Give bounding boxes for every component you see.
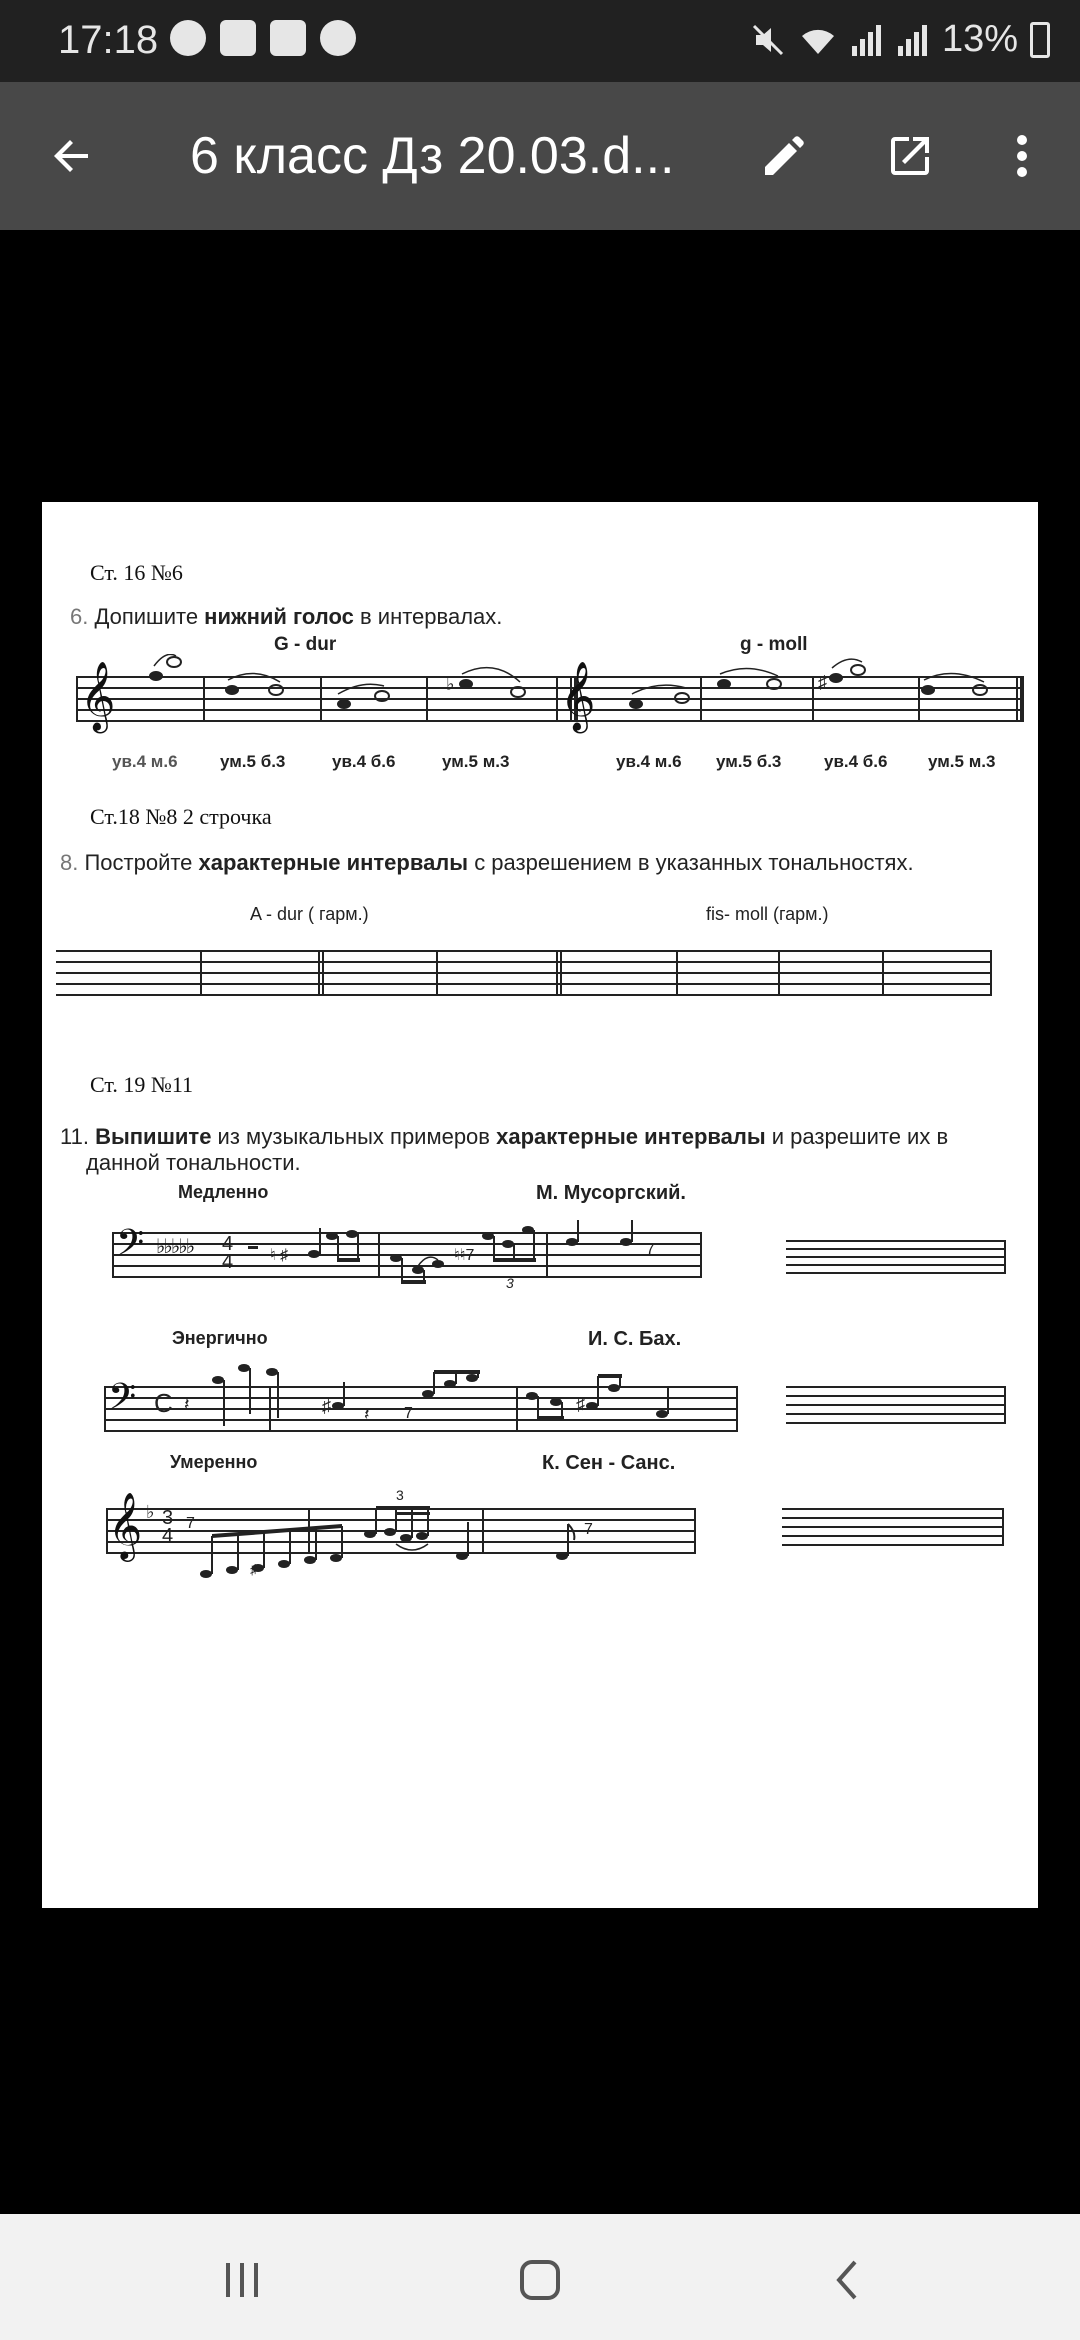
svg-text:3: 3	[396, 1487, 404, 1503]
back-nav-button[interactable]	[816, 2250, 876, 2310]
interval-label-3: ув.4 б.6	[332, 752, 396, 771]
key-fis-moll: fis- moll (гарм.)	[706, 904, 829, 924]
svg-text:3: 3	[162, 1507, 174, 1529]
music-staff-example-2	[104, 1377, 738, 1432]
interval-label-7: ув.4 б.6	[824, 752, 888, 771]
answer-staff-1	[786, 1240, 1006, 1276]
home-button[interactable]	[510, 2250, 570, 2310]
tempo-example-2: Энергично	[172, 1328, 268, 1348]
key-signature-flats: ♭♭♭♭♭	[156, 1236, 194, 1258]
system-icons	[750, 18, 1050, 61]
notification-icons	[170, 20, 356, 56]
recents-icon	[226, 2263, 230, 2297]
document-page	[42, 502, 1038, 1908]
status-bar	[0, 0, 1080, 82]
treble-clef-icon-2: 𝄞	[560, 663, 596, 729]
music-staff-example-3	[106, 1487, 696, 1577]
interval-label-2: ум.5 б.3	[220, 752, 286, 771]
svg-text:4: 4	[162, 1525, 174, 1547]
interval-label-6: ум.5 б.3	[716, 752, 782, 771]
svg-text:4: 4	[222, 1233, 234, 1255]
svg-text:♯: ♯	[576, 1394, 585, 1414]
section-ref-3: Ст. 19 №11	[90, 1072, 194, 1097]
svg-text:3: 3	[506, 1275, 514, 1291]
home-icon	[520, 2260, 560, 2300]
svg-text:♮ ♯: ♮ ♯	[270, 1247, 289, 1264]
empty-staff-section-8	[56, 950, 992, 998]
more-options-button[interactable]	[986, 120, 1058, 192]
mute-icon	[750, 22, 786, 58]
task-6-text: 6. Допишите нижний голос в интервалах.	[70, 604, 503, 629]
svg-text:C: C	[154, 1388, 173, 1418]
svg-text:𝄽: 𝄽	[364, 1404, 370, 1424]
treble-clef-icon-3: 𝄞	[108, 1493, 143, 1558]
edit-button[interactable]	[748, 120, 820, 192]
bass-clef-icon: 𝄢	[116, 1223, 145, 1272]
svg-text:♭: ♭	[146, 1502, 155, 1522]
interval-label-1: ув.4 м.6	[112, 752, 178, 771]
composer-example-2: И. С. Бах.	[588, 1328, 682, 1350]
arrow-back-icon	[48, 132, 96, 180]
svg-text:7: 7	[584, 1521, 593, 1538]
task-11-text-line2: данной тональности.	[86, 1150, 301, 1175]
battery-icon	[1030, 22, 1050, 58]
music-notification-icon	[170, 20, 206, 56]
answer-staff-3	[782, 1508, 1004, 1548]
status-time: 17:18	[58, 18, 159, 62]
music-staff-g-dur	[76, 663, 576, 729]
key-a-dur: A - dur ( гарм.)	[250, 904, 369, 924]
svg-text:7: 7	[186, 1515, 195, 1532]
composer-example-1: М. Мусоргский.	[536, 1182, 686, 1204]
battery-percent: 13%	[941, 18, 1018, 60]
task-11-text: 11. Выпишите из музыкальных примеров характерные интервалы и разрешите их в	[60, 1124, 949, 1149]
open-external-button[interactable]	[874, 120, 946, 192]
gallery-notification-icon	[270, 20, 306, 56]
svg-text:7: 7	[404, 1405, 413, 1422]
recents-icon-bar-2	[254, 2263, 258, 2297]
document-title: 6 класс Дз 20.03.d...	[190, 127, 675, 185]
tempo-example-1: Медленно	[178, 1182, 269, 1202]
app-bar	[0, 82, 1080, 230]
composer-example-3: К. Сен - Санс.	[542, 1452, 676, 1474]
svg-text:♯: ♯	[250, 1561, 257, 1577]
music-staff-g-moll	[556, 663, 1022, 729]
recents-icon-bar	[240, 2263, 244, 2297]
svg-text:♮♮7: ♮♮7	[454, 1247, 475, 1264]
open-in-new-icon	[885, 131, 935, 181]
task-8-text: 8. Постройте характерные интервалы с разрешением в указанных тональностях.	[60, 850, 914, 875]
key-g-moll: g - moll	[740, 634, 808, 655]
notes-g-dur	[116, 654, 576, 724]
treble-clef-icon: 𝄞	[80, 663, 116, 729]
section-ref-2: Ст.18 №8 2 строчка	[90, 804, 272, 829]
key-g-dur: G - dur	[274, 634, 337, 655]
notes-example-2	[154, 1354, 734, 1450]
svg-text:7: 7	[646, 1241, 655, 1258]
signal-icon-2	[896, 22, 930, 58]
interval-label-8: ум.5 м.3	[928, 752, 996, 771]
svg-text:♯: ♯	[322, 1396, 331, 1416]
svg-text:𝄽: 𝄽	[184, 1394, 190, 1414]
interval-label-5: ув.4 м.6	[616, 752, 682, 771]
e-notification-icon	[320, 20, 356, 56]
tempo-example-3: Умеренно	[170, 1452, 258, 1472]
system-nav-bar	[0, 2214, 1080, 2340]
section-ref-1: Ст. 16 №6	[90, 560, 183, 585]
svg-text:♭: ♭	[446, 674, 455, 694]
clock-notification-icon	[220, 20, 256, 56]
back-button[interactable]	[36, 120, 108, 192]
chevron-left-icon	[831, 2258, 861, 2302]
interval-label-4: ум.5 м.3	[442, 752, 510, 771]
recent-apps-button[interactable]	[212, 2250, 272, 2310]
answer-staff-2	[786, 1386, 1006, 1426]
notes-g-moll	[596, 654, 1026, 724]
pencil-icon	[759, 131, 809, 181]
signal-icon	[850, 22, 884, 58]
bass-clef-icon-2: 𝄢	[108, 1377, 137, 1426]
music-staff-example-1	[112, 1223, 702, 1291]
svg-text:♯: ♯	[818, 672, 827, 692]
more-vert-icon	[1012, 131, 1032, 181]
notes-example-1	[222, 1214, 698, 1294]
svg-text:4: 4	[222, 1251, 234, 1273]
notes-example-3	[146, 1478, 686, 1588]
wifi-icon	[798, 22, 838, 58]
